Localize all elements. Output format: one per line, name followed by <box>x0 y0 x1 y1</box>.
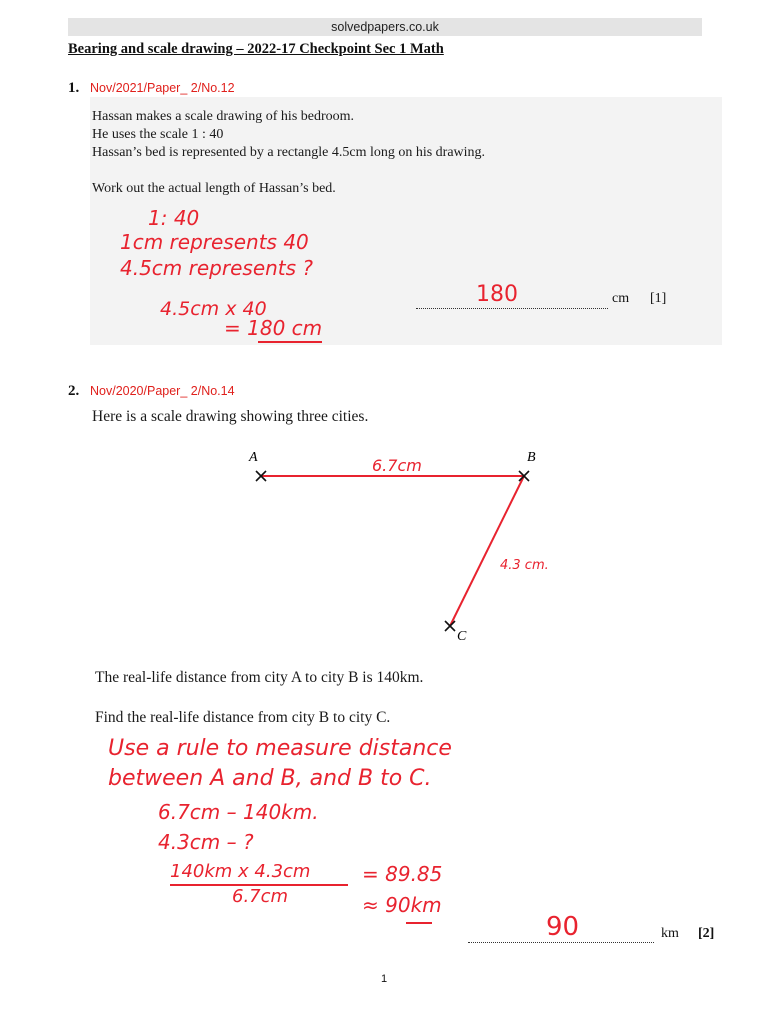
q2-working-6: 6.7cm <box>232 886 289 907</box>
q2-underline <box>406 922 432 924</box>
q1-working-5: = 180 cm <box>224 316 323 340</box>
q1-unit: cm <box>612 291 630 306</box>
label-ab-length: 6.7cm <box>372 456 422 475</box>
q2-working-3: 6.7cm – 140km. <box>158 800 319 824</box>
page-title: Bearing and scale drawing – 2022-17 Checkpoint Sec 1 Math <box>68 41 444 57</box>
question-2-number: 2. <box>68 383 80 399</box>
q1-answer: 180 <box>476 282 518 307</box>
q2-working-4: 4.3cm – ? <box>158 830 254 854</box>
q2-working-5: 140km x 4.3cm <box>170 861 311 882</box>
q1-working-4: 4.5cm x 40 <box>160 298 267 320</box>
point-b-label: B <box>527 450 536 465</box>
q2-unit: km <box>661 926 679 941</box>
q2-working-8: ≈ 90km <box>362 893 442 917</box>
question-2-line-2: Find the real-life distance from city B to city C. <box>95 709 391 726</box>
question-1-line-3: Hassan’s bed is represented by a rectangle 4.5cm long on his drawing. <box>92 145 486 160</box>
q1-working-3: 4.5cm represents ? <box>120 256 314 280</box>
question-1-line-1: Hassan makes a scale drawing of his bedroom. <box>92 109 355 124</box>
line-bc <box>450 476 524 626</box>
q2-working-1: Use a rule to measure distance <box>108 736 452 761</box>
q1-working-1: 1: 40 <box>148 206 200 230</box>
cross-c <box>445 621 455 631</box>
question-2-line-1: The real-life distance from city A to city B is 140km. <box>95 669 424 686</box>
site-banner: solvedpapers.co.uk <box>68 18 702 36</box>
question-1-line-4: Work out the actual length of Hassan’s bed. <box>92 181 336 196</box>
q2-working-7: = 89.85 <box>362 862 443 886</box>
question-1-number: 1. <box>68 80 80 96</box>
q2-answer: 90 <box>546 912 580 942</box>
page-number: 1 <box>380 973 388 985</box>
q2-marks: [2] <box>698 926 715 941</box>
point-a-label: A <box>249 450 258 465</box>
question-1-reference: Nov/2021/Paper_ 2/No.12 <box>90 81 235 95</box>
label-bc-length: 4.3 cm. <box>500 558 549 573</box>
q1-marks: [1] <box>650 291 667 306</box>
q1-working-2: 1cm represents 40 <box>120 230 309 254</box>
question-1-line-2: He uses the scale 1 : 40 <box>92 127 224 142</box>
q2-working-2: between A and B, and B to C. <box>108 766 432 791</box>
question-2-intro: Here is a scale drawing showing three cities. <box>92 408 369 425</box>
point-c-label: C <box>457 629 467 644</box>
question-2-reference: Nov/2020/Paper_ 2/No.14 <box>90 384 235 398</box>
